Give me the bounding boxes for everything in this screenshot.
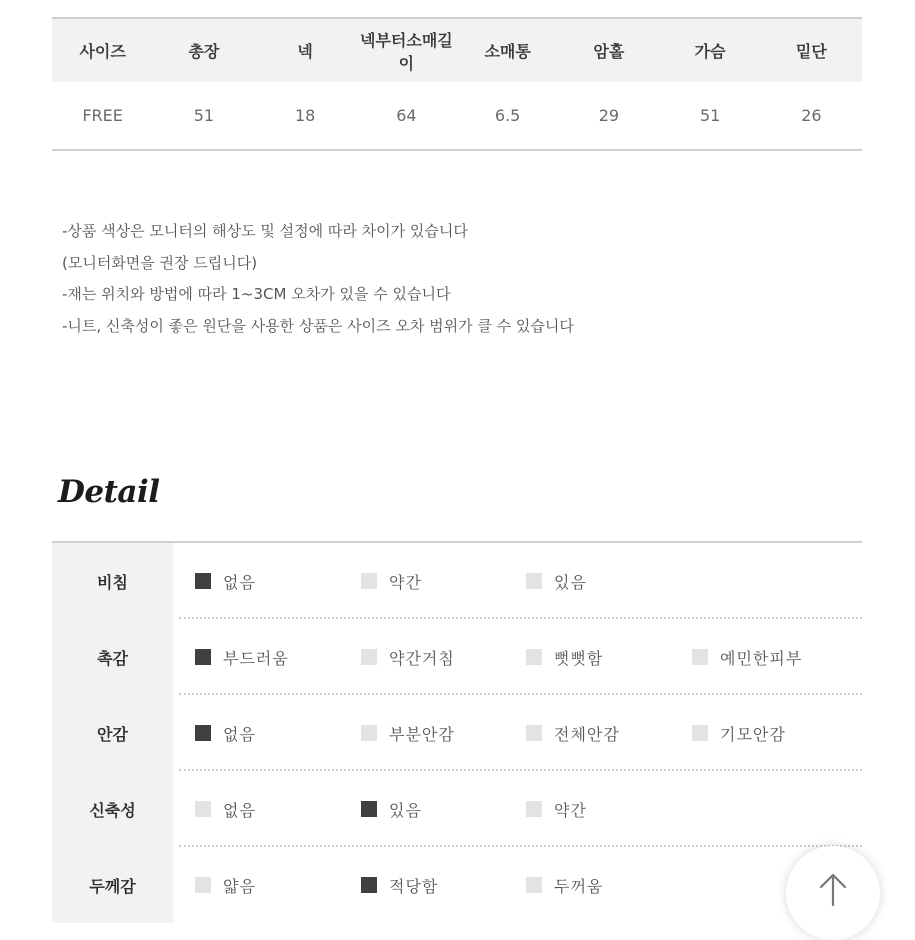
note-line: (모니터화면을 권장 드립니다) [62, 253, 258, 272]
size-value-cell: FREE [82, 106, 123, 125]
size-notes [62, 216, 574, 342]
checkbox-square-icon [526, 801, 542, 817]
size-header-cell: 가슴 [694, 42, 726, 61]
size-value-cell: 51 [193, 106, 215, 125]
detail-row-lining [52, 695, 862, 771]
option-label: 있음 [554, 572, 587, 592]
option-label: 두꺼움 [554, 876, 604, 896]
detail-row-elasticity [52, 771, 862, 847]
option-label: 얇음 [223, 876, 256, 896]
size-header-cell: 사이즈 [79, 42, 126, 61]
detail-option [195, 847, 256, 923]
option-label: 없음 [223, 572, 256, 592]
detail-table [52, 541, 862, 923]
detail-row-texture [52, 619, 862, 695]
note-line: -상품 색상은 모니터의 해상도 및 설정에 따라 차이가 있습니다 [62, 222, 468, 240]
option-label: 약간 [389, 572, 422, 592]
detail-option [361, 695, 455, 771]
scroll-to-top-button[interactable] [786, 846, 880, 940]
size-header-cell: 넥부터소매길이 [360, 30, 453, 73]
detail-option [195, 695, 256, 771]
checkbox-square-icon [195, 725, 211, 741]
detail-options [173, 543, 862, 619]
detail-row-label: 안감 [52, 695, 173, 771]
checkbox-square-icon [526, 649, 542, 665]
size-value-cell: 26 [801, 106, 822, 125]
size-header-cell: 밑단 [795, 42, 827, 61]
detail-option [526, 695, 620, 771]
detail-option [195, 771, 256, 847]
size-value-cell: 51 [699, 106, 721, 125]
checkbox-square-icon [195, 877, 211, 893]
size-value-cell: 18 [294, 106, 316, 125]
detail-title: Detail [58, 474, 160, 510]
checkbox-square-icon [195, 573, 211, 589]
checkbox-square-icon [361, 801, 377, 817]
checkbox-square-icon [195, 801, 211, 817]
size-header-cell: 소매통 [484, 42, 531, 61]
checkbox-square-icon [526, 573, 542, 589]
detail-row-label: 비침 [52, 543, 173, 619]
option-label: 약간 [554, 800, 587, 820]
option-label: 뻣뻣함 [554, 648, 604, 668]
size-value-cell: 6.5 [494, 106, 521, 125]
detail-options [173, 619, 862, 695]
checkbox-square-icon [692, 725, 708, 741]
size-value-cell: 29 [598, 106, 620, 125]
checkbox-square-icon [692, 649, 708, 665]
detail-options [173, 771, 862, 847]
detail-option [526, 771, 587, 847]
checkbox-square-icon [526, 725, 542, 741]
option-label: 전체안감 [554, 724, 620, 744]
detail-option [526, 543, 587, 619]
option-label: 약간거침 [389, 648, 455, 668]
checkbox-square-icon [361, 725, 377, 741]
size-table [52, 17, 862, 151]
size-header-cell: 총장 [188, 42, 220, 61]
checkbox-square-icon [361, 649, 377, 665]
detail-row-label: 신축성 [52, 771, 173, 847]
detail-option [361, 847, 438, 923]
option-label: 기모안감 [720, 724, 786, 744]
option-label: 있음 [389, 800, 422, 820]
checkbox-square-icon [361, 573, 377, 589]
arrow-up-icon [818, 872, 848, 906]
detail-row-see-through [52, 543, 862, 619]
checkbox-square-icon [526, 877, 542, 893]
option-label: 없음 [223, 724, 256, 744]
note-line: -니트, 신축성이 좋은 원단을 사용한 상품은 사이즈 오차 범위가 클 수 있습니다 [62, 316, 574, 335]
option-label: 없음 [223, 800, 256, 820]
detail-option [526, 619, 603, 695]
detail-option [195, 619, 289, 695]
note-line: -재는 위치와 방법에 따라 1~3CM 오차가 있을 수 있습니다 [62, 285, 451, 303]
detail-options [173, 695, 862, 771]
detail-option [692, 695, 786, 771]
size-table-row [52, 82, 862, 150]
size-header-cell: 암홀 [593, 42, 625, 61]
detail-row-label: 촉감 [52, 619, 173, 695]
size-header-cell: 넥 [297, 42, 313, 61]
detail-options [173, 847, 862, 923]
detail-option [526, 847, 603, 923]
size-table-header [52, 18, 862, 82]
detail-option [361, 619, 455, 695]
detail-option [361, 543, 422, 619]
detail-option [195, 543, 256, 619]
option-label: 적당함 [389, 876, 439, 896]
detail-option [361, 771, 422, 847]
detail-option [692, 619, 802, 695]
detail-row-thickness [52, 847, 862, 923]
option-label: 부드러움 [223, 648, 289, 668]
checkbox-square-icon [195, 649, 211, 665]
detail-row-label: 두께감 [52, 847, 173, 923]
option-label: 부분안감 [389, 724, 455, 744]
size-value-cell: 64 [396, 106, 417, 125]
checkbox-square-icon [361, 877, 377, 893]
option-label: 예민한피부 [720, 648, 803, 668]
